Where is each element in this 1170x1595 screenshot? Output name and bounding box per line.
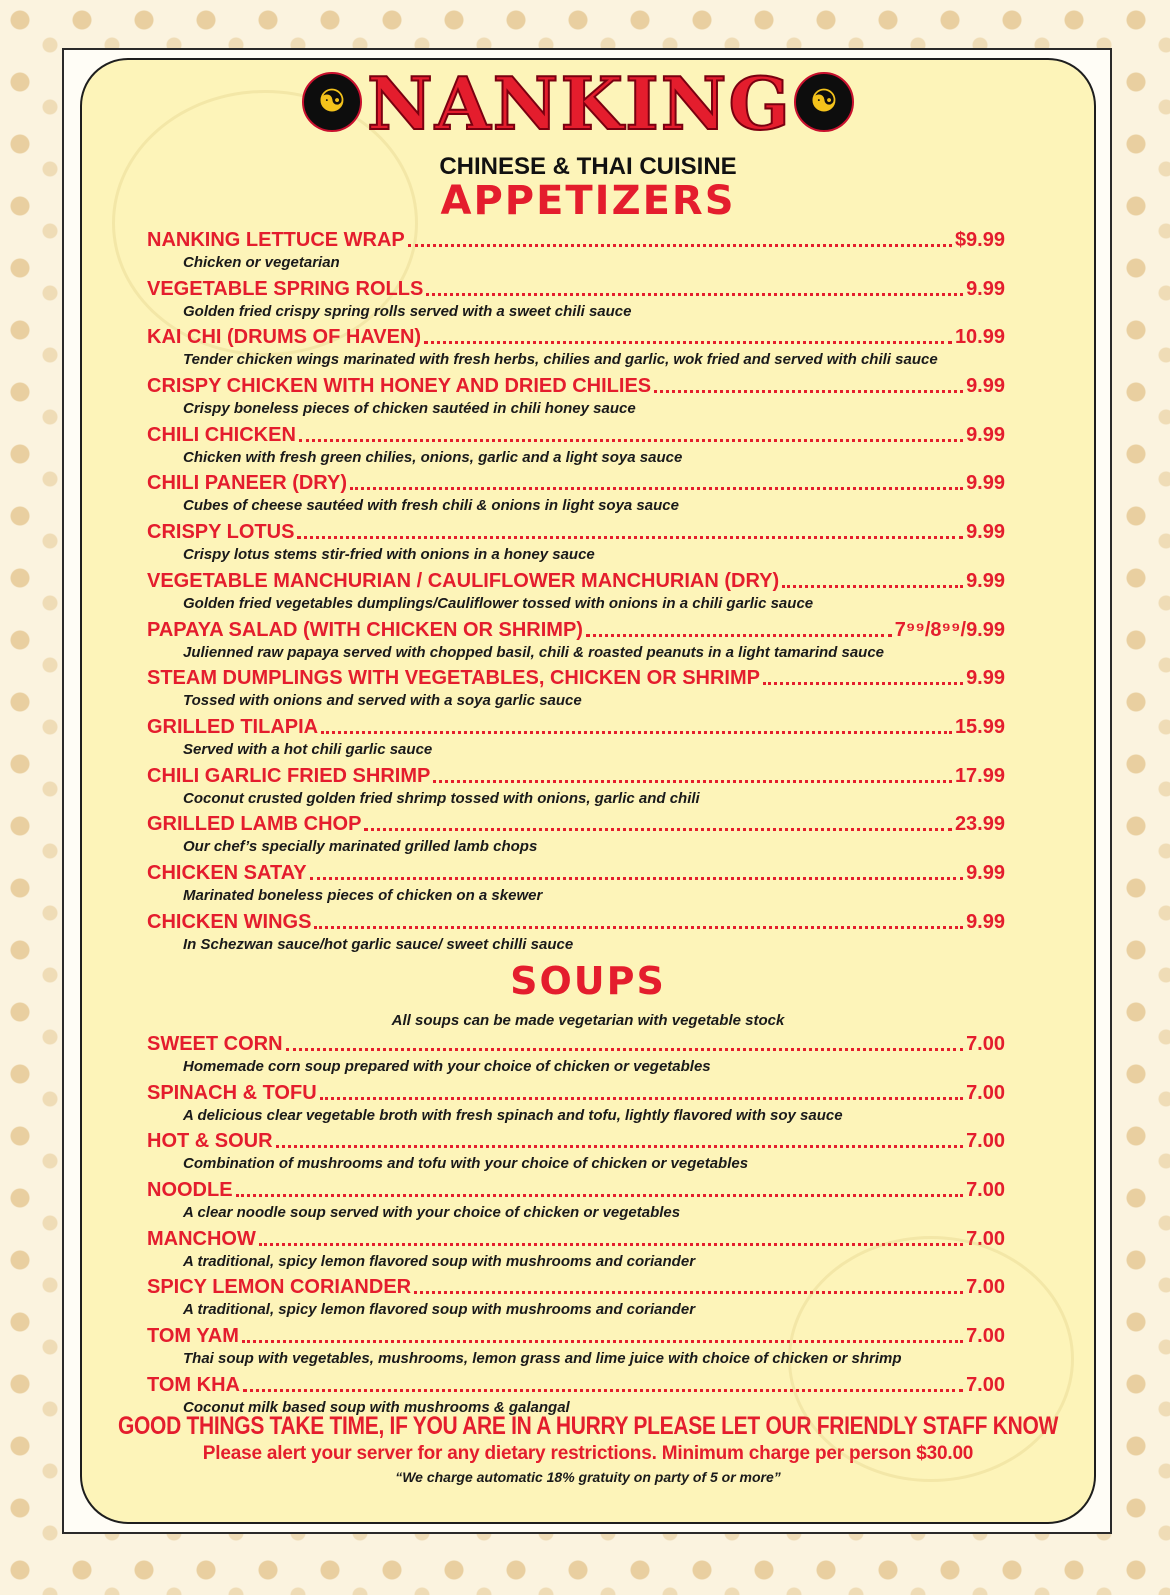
dotted-leader bbox=[297, 536, 963, 539]
dotted-leader bbox=[259, 1243, 963, 1246]
menu-item-description: Golden fried crispy spring rolls served with a sweet chili sauce bbox=[183, 302, 632, 320]
footer-dietary-notice: Please alert your server for any dietary restrictions. Minimum charge per person $30.00 bbox=[202, 1443, 974, 1464]
menu-item-row bbox=[147, 276, 1005, 302]
menu-item-row bbox=[147, 568, 1005, 594]
menu-item bbox=[147, 1128, 1005, 1177]
dotted-leader bbox=[320, 1097, 963, 1100]
menu-item bbox=[147, 519, 1005, 568]
menu-item-name: HOT & SOUR bbox=[147, 1130, 273, 1153]
menu-item-name: CRISPY CHICKEN WITH HONEY AND DRIED CHILIES bbox=[147, 375, 652, 398]
menu-item bbox=[147, 373, 1005, 422]
dotted-leader bbox=[314, 926, 963, 929]
dotted-leader bbox=[243, 1389, 963, 1392]
menu-item-row bbox=[147, 373, 1005, 399]
menu-item bbox=[147, 811, 1005, 860]
menu-item-row bbox=[147, 1226, 1005, 1252]
menu-item-name: GRILLED LAMB CHOP bbox=[147, 813, 362, 836]
footer-hurry-notice: GOOD THINGS TAKE TIME, IF YOU ARE IN A HURRY PLEASE LET OUR FRIENDLY STAFF KNOW bbox=[117, 1412, 1058, 1441]
menu-item-row bbox=[147, 665, 1005, 691]
menu-item-name: TOM KHA bbox=[147, 1373, 240, 1396]
menu-item-row bbox=[147, 860, 1005, 886]
menu-item-name: CHILI GARLIC FRIED SHRIMP bbox=[147, 764, 431, 787]
menu-item-price: 7.00 bbox=[966, 1179, 1005, 1202]
dotted-leader bbox=[414, 1291, 963, 1294]
restaurant-logo: NANKING bbox=[367, 61, 793, 146]
menu-item bbox=[147, 422, 1005, 471]
menu-item-row bbox=[147, 1274, 1005, 1300]
menu-item-price: 7.00 bbox=[966, 1227, 1005, 1250]
menu-item bbox=[147, 909, 1005, 958]
menu-item-row bbox=[147, 909, 1005, 935]
menu-item bbox=[147, 1080, 1005, 1129]
menu-item-description: Cubes of cheese sautéed with fresh chili & onions in light soya sauce bbox=[183, 497, 679, 515]
menu-item bbox=[147, 324, 1005, 373]
menu-item-description: Thai soup with vegetables, mushrooms, lemon grass and lime juice with choice of chicken or shrimp bbox=[183, 1350, 902, 1368]
dotted-leader bbox=[364, 828, 952, 831]
footer-gratuity-notice: “We charge automatic 18% gratuity on party of 5 or more” bbox=[395, 1469, 781, 1485]
dotted-leader bbox=[426, 293, 963, 296]
menu-item-description: Coconut crusted golden fried shrimp tossed with onions, garlic and chili bbox=[183, 789, 700, 807]
menu-item-price: 9.99 bbox=[966, 521, 1005, 544]
menu-item-row bbox=[147, 811, 1005, 837]
dotted-leader bbox=[242, 1340, 963, 1343]
menu-item-description: Coconut milk based soup with mushrooms & galangal bbox=[183, 1398, 570, 1416]
menu-item bbox=[147, 1177, 1005, 1226]
menu-item-name: CRISPY LOTUS bbox=[147, 521, 295, 544]
menu-item-description: In Schezwan sauce/hot garlic sauce/ sweet chilli sauce bbox=[183, 935, 574, 953]
menu-item-price: 15.99 bbox=[954, 715, 1005, 738]
menu-item-price: 9.99 bbox=[966, 375, 1005, 398]
menu-item-description: Marinated boneless pieces of chicken on a skewer bbox=[183, 886, 543, 904]
menu-item-price: 9.99 bbox=[966, 277, 1005, 300]
menu-item bbox=[147, 665, 1005, 714]
menu-item bbox=[147, 1274, 1005, 1323]
menu-item-price: 9.99 bbox=[966, 472, 1005, 495]
menu-panel bbox=[80, 58, 1096, 1524]
menu-item-name: NOODLE bbox=[147, 1179, 233, 1202]
menu-item-row bbox=[147, 1031, 1005, 1057]
soups-heading: SOUPS bbox=[510, 959, 666, 1003]
menu-item-name: SPICY LEMON CORIANDER bbox=[147, 1276, 412, 1299]
menu-item-name: SPINACH & TOFU bbox=[147, 1081, 317, 1104]
menu-item-description: Homemade corn soup prepared with your choice of chicken or vegetables bbox=[183, 1058, 711, 1075]
menu-item-price: 17.99 bbox=[954, 764, 1005, 787]
dotted-leader bbox=[276, 1145, 964, 1148]
menu-item-description: Chicken or vegetarian bbox=[183, 254, 340, 271]
menu-item-row bbox=[147, 1372, 1005, 1398]
dotted-leader bbox=[299, 439, 963, 442]
menu-item bbox=[147, 276, 1005, 325]
menu-item-name: CHICKEN WINGS bbox=[147, 910, 312, 933]
menu-item-row bbox=[147, 1128, 1005, 1154]
menu-item-description: Tender chicken wings marinated with fresh herbs, chilies and garlic, wok fried and served with chili sauce bbox=[183, 351, 938, 369]
dotted-leader bbox=[654, 390, 963, 393]
menu-item-description: A traditional, spicy lemon flavored soup with mushrooms and coriander bbox=[183, 1301, 696, 1319]
menu-item-name: NANKING LETTUCE WRAP bbox=[147, 229, 405, 251]
menu-item-price: 7.00 bbox=[966, 1130, 1005, 1153]
menu-item-price: 9.99 bbox=[966, 423, 1005, 446]
menu-item bbox=[147, 470, 1005, 519]
menu-item-price: 9.99 bbox=[966, 569, 1005, 592]
menu-item-name: CHICKEN SATAY bbox=[147, 861, 307, 884]
menu-item-description: Golden fried vegetables dumplings/Cauliflower tossed with onions in a chili garlic sauce bbox=[183, 594, 814, 612]
menu-item bbox=[147, 1226, 1005, 1275]
dotted-leader bbox=[350, 487, 963, 490]
menu-item-description: A clear noodle soup served with your choice of chicken or vegetables bbox=[183, 1204, 681, 1222]
dotted-leader bbox=[310, 877, 963, 880]
menu-item-row bbox=[147, 714, 1005, 740]
menu-item bbox=[147, 1323, 1005, 1372]
menu-item-description: A delicious clear vegetable broth with fresh spinach and tofu, lightly flavored with soy sauce bbox=[183, 1106, 843, 1124]
menu-item-price: 7.00 bbox=[966, 1033, 1005, 1055]
menu-item-price: 7.00 bbox=[966, 1081, 1005, 1104]
menu-item-row bbox=[147, 1080, 1005, 1106]
menu-item bbox=[147, 617, 1005, 666]
menu-item-row bbox=[147, 324, 1005, 350]
soups-note: All soups can be made vegetarian with vegetable stock bbox=[391, 1012, 785, 1029]
menu-item-description: Julienned raw papaya served with chopped basil, chili & roasted peanuts in a light tamarind sauce bbox=[183, 643, 885, 661]
menu-item-row bbox=[147, 422, 1005, 448]
dotted-leader bbox=[408, 244, 952, 247]
dotted-leader bbox=[236, 1194, 964, 1197]
soup-list bbox=[147, 1031, 1005, 1421]
dotted-leader bbox=[424, 341, 952, 344]
menu-item-price: 7.00 bbox=[966, 1373, 1005, 1396]
menu-item-name: GRILLED TILAPIA bbox=[147, 715, 319, 738]
menu-item-description: Served with a hot chili garlic sauce bbox=[183, 740, 433, 758]
menu-item-price: 7⁹⁹/8⁹⁹/9.99 bbox=[894, 618, 1005, 641]
menu-item-price: 9.99 bbox=[966, 667, 1005, 690]
dotted-leader bbox=[321, 731, 952, 734]
menu-item-row bbox=[147, 1323, 1005, 1349]
appetizers-heading: APPETIZERS bbox=[440, 178, 736, 224]
menu-item bbox=[147, 763, 1005, 812]
menu-item bbox=[147, 860, 1005, 909]
menu-item-row bbox=[147, 1177, 1005, 1203]
menu-item-price: 9.99 bbox=[966, 861, 1005, 884]
menu-item-name: VEGETABLE SPRING ROLLS bbox=[147, 277, 424, 300]
menu-item-name: MANCHOW bbox=[147, 1227, 256, 1250]
menu-item-price: 23.99 bbox=[954, 813, 1005, 836]
menu-item-name: VEGETABLE MANCHURIAN / CAULIFLOWER MANCHURIAN (DRY) bbox=[147, 569, 780, 592]
menu-item-row bbox=[147, 763, 1005, 789]
menu-item-description: Tossed with onions and served with a soya garlic sauce bbox=[183, 692, 582, 710]
menu-item-name: PAPAYA SALAD (WITH CHICKEN OR SHRIMP) bbox=[147, 618, 583, 641]
menu-item-name: CHILI CHICKEN bbox=[147, 423, 296, 446]
dotted-leader bbox=[763, 682, 963, 685]
dotted-leader bbox=[286, 1048, 964, 1051]
menu-item-price: 10.99 bbox=[954, 326, 1005, 349]
menu-item-description: Crispy lotus stems stir-fried with onions in a honey sauce bbox=[183, 546, 595, 564]
menu-item-price: 7.00 bbox=[966, 1325, 1005, 1348]
menu-item-row bbox=[147, 519, 1005, 545]
menu-item-row bbox=[147, 470, 1005, 496]
dotted-leader bbox=[433, 780, 952, 783]
menu-item-name: KAI CHI (DRUMS OF HAVEN) bbox=[147, 326, 422, 349]
menu-item bbox=[147, 227, 1005, 276]
menu-item-description: Combination of mushrooms and tofu with your choice of chicken or vegetables bbox=[183, 1155, 749, 1173]
menu-item-row bbox=[147, 617, 1005, 643]
menu-item-name: CHILI PANEER (DRY) bbox=[147, 472, 347, 495]
dragon-emblem-icon: ☯ bbox=[794, 72, 854, 132]
menu-item bbox=[147, 714, 1005, 763]
menu-item bbox=[147, 1031, 1005, 1080]
menu-item-name: STEAM DUMPLINGS WITH VEGETABLES, CHICKEN OR SHRIMP bbox=[147, 667, 760, 690]
menu-item-name: SWEET CORN bbox=[147, 1033, 283, 1055]
dragon-emblem-icon: ☯ bbox=[302, 72, 362, 132]
menu-item bbox=[147, 568, 1005, 617]
menu-item-price: 9.99 bbox=[966, 910, 1005, 933]
menu-item-price: 7.00 bbox=[966, 1276, 1005, 1299]
dotted-leader bbox=[586, 634, 892, 637]
menu-item-description: Crispy boneless pieces of chicken sautéed in chili honey sauce bbox=[183, 400, 636, 418]
menu-item-name: TOM YAM bbox=[147, 1325, 239, 1348]
dotted-leader bbox=[782, 585, 963, 588]
appetizer-list bbox=[147, 227, 1005, 957]
menu-item-price: $9.99 bbox=[954, 229, 1005, 251]
cuisine-subtitle: CHINESE & THAI CUISINE bbox=[439, 153, 737, 180]
menu-item-description: Chicken with fresh green chilies, onions, garlic and a light soya sauce bbox=[183, 448, 683, 466]
menu-item-description: Our chef’s specially marinated grilled lamb chops bbox=[183, 838, 538, 856]
menu-item-row bbox=[147, 227, 1005, 253]
menu-item-description: A traditional, spicy lemon flavored soup with mushrooms and coriander bbox=[183, 1252, 696, 1270]
